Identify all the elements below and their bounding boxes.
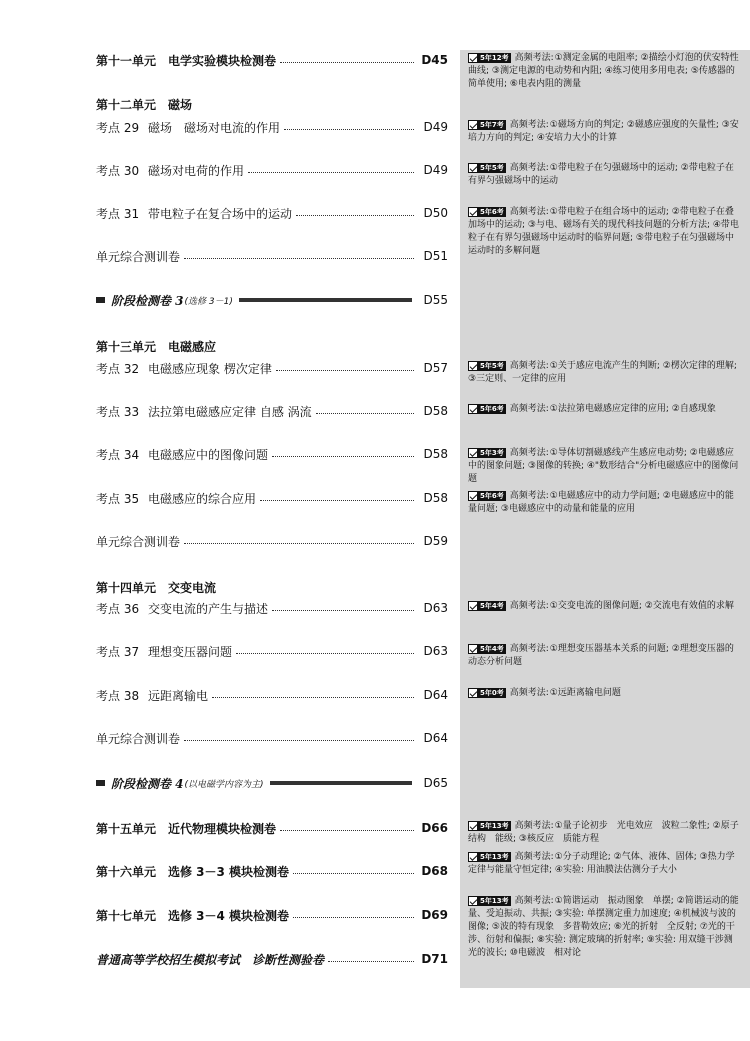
dot-leader: [328, 961, 414, 962]
unit-heading-13: 第十三单元 电磁感应: [96, 340, 217, 354]
frequency-badge: 5年13考: [468, 821, 511, 831]
dot-leader: [272, 610, 414, 611]
note-kd36: 5年4考 高频考法:①交变电流的图像问题; ②交流电有效值的求解: [468, 600, 740, 613]
frequency-badge: 5年6考: [468, 207, 506, 217]
dot-leader: [280, 62, 414, 63]
frequency-badge: 5年12考: [468, 53, 511, 63]
check-icon: [468, 821, 478, 831]
unit-heading-12: 第十二单元 磁场: [96, 98, 193, 112]
toc-page: D57: [423, 361, 448, 375]
toc-row-kd33[interactable]: [96, 401, 448, 421]
toc-page: D64: [423, 688, 448, 702]
stage-test-4[interactable]: [96, 773, 448, 793]
check-icon: [468, 448, 478, 458]
toc-title: 远距离输电: [148, 688, 209, 703]
toc-row-unit12-review[interactable]: [96, 246, 448, 266]
toc-row-kd38[interactable]: [96, 685, 448, 705]
note-kd35: 5年6考 高频考法:①电磁感应中的动力学问题; ②电磁感应中的能量问题; ③电磁感应中的动量和能量的应用: [468, 491, 734, 514]
toc-row-diagnostic-exam[interactable]: [96, 949, 448, 969]
frequency-badge: 5年6考: [468, 404, 506, 414]
toc-row-kd35[interactable]: [96, 488, 448, 508]
note-unit-17: 5年13考 高频考法:①简谐运动 振动图象 单摆; ②简谐运动的能量、受迫振动、共振; ③实验: 单摆测定重力加速度; ④机械波与波的图像; ⑤波的特有现象 多普勒效应; ⑥光的折射 全反射; ⑦光的干涉、衍射和偏振; ⑧实验: 测定玻璃的折射率; ⑨实验: 用双缝干涉测光的波长; ⑩电磁波 相对论: [468, 896, 739, 958]
square-bullet-icon: [96, 780, 105, 786]
check-icon: [468, 207, 478, 217]
note-unit-16: 5年13考 高频考法:①分子动理论; ②气体、液体、固体; ③热力学定律与能量守恒定律; ④实验: 用油膜法估测分子大小: [468, 852, 735, 875]
check-icon: [468, 491, 478, 501]
dot-leader: [184, 258, 414, 259]
stage-title: 阶段检测卷 4: [111, 776, 184, 791]
toc-page: D71: [421, 952, 448, 966]
dot-leader: [184, 740, 414, 741]
frequency-badge: 5年5考: [468, 361, 506, 371]
toc-num: 考点 36: [96, 601, 140, 616]
frequency-badge: 5年5考: [468, 163, 506, 173]
toc-title: 电磁感应现象 楞次定律: [148, 361, 272, 376]
toc-row-kd37[interactable]: [96, 641, 448, 661]
check-icon: [468, 601, 478, 611]
note-kd29: 5年7考 高频考法:①磁场方向的判定; ②磁感应强度的矢量性; ③安培力方向的判定; ④安培力大小的计算: [468, 120, 739, 143]
check-icon: [468, 688, 478, 698]
frequency-badge: 5年7考: [468, 120, 506, 130]
unit-heading-14: 第十四单元 交变电流: [96, 581, 217, 595]
dot-leader: [248, 172, 414, 173]
toc-title: 交变电流的产生与描述: [148, 601, 269, 616]
toc-row-kd30[interactable]: [96, 160, 448, 180]
toc-title: 第十五单元 近代物理模块检测卷: [96, 821, 277, 836]
toc-page: D69: [421, 908, 448, 922]
dot-leader: [260, 500, 414, 501]
note-kd31: 5年6考 高频考法:①带电粒子在组合场中的运动; ②带电粒子在叠加场中的运动; ③与电、磁场有关的现代科技问题的分析方法; ④带电粒子在有界匀强磁场中运动时的临界问题; ⑤带电粒子在匀强磁场中运动时的多解问题: [468, 207, 739, 256]
toc-title: 单元综合测训卷: [96, 249, 181, 264]
toc-page: D63: [423, 644, 448, 658]
toc-num: 考点 34: [96, 447, 140, 462]
toc-title: 电磁感应中的图像问题: [148, 447, 269, 462]
toc-row-unit13-review[interactable]: [96, 531, 448, 551]
toc-row-kd34[interactable]: [96, 444, 448, 464]
toc-num: 考点 37: [96, 644, 140, 659]
toc-row-unit-15[interactable]: [96, 818, 448, 838]
toc-row-kd31[interactable]: [96, 203, 448, 223]
right-notes-panel: [460, 50, 750, 988]
toc-num: 考点 30: [96, 163, 140, 178]
toc-page: D68: [421, 864, 448, 878]
toc-page: D58: [423, 491, 448, 505]
stage-subtitle: (以电磁学内容为主): [184, 779, 264, 790]
toc-num: 考点 32: [96, 361, 140, 376]
stage-page: D65: [423, 776, 448, 790]
stage-test-3[interactable]: [96, 290, 448, 310]
check-icon: [468, 361, 478, 371]
note-kd32: 5年5考 高频考法:①关于感应电流产生的判断; ②楞次定律的理解; ③三定则、一定律的应用: [468, 361, 737, 384]
toc-title: 普通高等学校招生模拟考试 诊断性测验卷: [96, 952, 325, 967]
check-icon: [468, 120, 478, 130]
toc-num: 考点 35: [96, 491, 140, 506]
note-kd37: 5年4考 高频考法:①理想变压器基本关系的问题; ②理想变压器的动态分析问题: [468, 644, 734, 667]
toc-row-unit-11[interactable]: [96, 50, 448, 70]
toc-page: D58: [423, 447, 448, 461]
stage-subtitle: (选修 3－1): [184, 296, 233, 307]
toc-page: D66: [421, 821, 448, 835]
stage-title: 阶段检测卷 3: [111, 293, 184, 308]
toc-row-unit-16[interactable]: [96, 861, 448, 881]
note-kd30: 5年5考 高频考法:①带电粒子在匀强磁场中的运动; ②带电粒子在有界匀强磁场中的运动: [468, 163, 734, 186]
stage-bar: [270, 781, 412, 785]
toc-title: 法拉第电磁感应定律 自感 涡流: [148, 404, 312, 419]
frequency-badge: 5年13考: [468, 852, 511, 862]
toc-title: 第十七单元 选修 3－4 模块检测卷: [96, 908, 290, 923]
dot-leader: [293, 917, 414, 918]
frequency-badge: 5年0考: [468, 688, 506, 698]
toc-page: D59: [423, 534, 448, 548]
toc-page: D63: [423, 601, 448, 615]
toc-row-kd36[interactable]: [96, 598, 448, 618]
frequency-badge: 5年13考: [468, 896, 511, 906]
toc-row-unit-17[interactable]: [96, 905, 448, 925]
toc-row-kd29[interactable]: [96, 117, 448, 137]
toc-title: 理想变压器问题: [148, 644, 233, 659]
dot-leader: [276, 370, 414, 371]
note-kd34: 5年3考 高频考法:①导体切割磁感线产生感应电动势; ②电磁感应中的图象问题; ③图像的转换; ④"数形结合"分析电磁感应中的图像问题: [468, 448, 739, 484]
dot-leader: [316, 413, 414, 414]
note-kd33: 5年6考 高频考法:①法拉第电磁感应定律的应用; ②自感现象: [468, 403, 740, 416]
toc-page: D45: [421, 53, 448, 67]
toc-page: D49: [423, 120, 448, 134]
dot-leader: [296, 215, 414, 216]
toc-num: 考点 33: [96, 404, 140, 419]
dot-leader: [280, 830, 414, 831]
toc-row-unit14-review[interactable]: [96, 728, 448, 748]
frequency-badge: 5年6考: [468, 491, 506, 501]
toc-title: 第十一单元 电学实验模块检测卷: [96, 53, 277, 68]
dot-leader: [272, 456, 414, 457]
toc-page: D64: [423, 731, 448, 745]
check-icon: [468, 644, 478, 654]
toc-title: 磁场对电荷的作用: [148, 163, 245, 178]
check-icon: [468, 852, 478, 862]
note-unit-15: 5年13考 高频考法:①量子论初步 光电效应 波粒二象性; ②原子结构 能级; ③核反应 质能方程: [468, 821, 739, 844]
frequency-badge: 5年4考: [468, 601, 506, 611]
toc-page: D58: [423, 404, 448, 418]
check-icon: [468, 163, 478, 173]
dot-leader: [236, 653, 414, 654]
stage-bar: [239, 298, 412, 302]
square-bullet-icon: [96, 297, 105, 303]
dot-leader: [212, 697, 414, 698]
note-unit-11: 5年12考 高频考法:①测定金属的电阻率; ②描绘小灯泡的伏安特性曲线; ③测定电源的电动势和内阻; ④练习使用多用电表; ⑤传感器的简单使用; ⑥电表内阻的测量: [468, 53, 739, 89]
toc-num: 考点 31: [96, 206, 140, 221]
toc-title: 第十六单元 选修 3－3 模块检测卷: [96, 864, 290, 879]
toc-page: D51: [423, 249, 448, 263]
dot-leader: [184, 543, 414, 544]
toc-title: 单元综合测训卷: [96, 731, 181, 746]
dot-leader: [293, 873, 414, 874]
frequency-badge: 5年4考: [468, 644, 506, 654]
check-icon: [468, 53, 478, 63]
toc-title: 带电粒子在复合场中的运动: [148, 206, 293, 221]
dot-leader: [284, 129, 414, 130]
toc-page: D50: [423, 206, 448, 220]
toc-title: 磁场 磁场对电流的作用: [148, 120, 281, 135]
toc-title: 电磁感应的综合应用: [148, 491, 257, 506]
toc-page: D49: [423, 163, 448, 177]
frequency-badge: 5年3考: [468, 448, 506, 458]
toc-title: 单元综合测训卷: [96, 534, 181, 549]
toc-row-kd32[interactable]: [96, 358, 448, 378]
stage-page: D55: [423, 293, 448, 307]
toc-num: 考点 38: [96, 688, 140, 703]
check-icon: [468, 404, 478, 414]
note-kd38: 5年0考 高频考法:①远距离输电问题: [468, 687, 740, 700]
toc-num: 考点 29: [96, 120, 140, 135]
check-icon: [468, 896, 478, 906]
